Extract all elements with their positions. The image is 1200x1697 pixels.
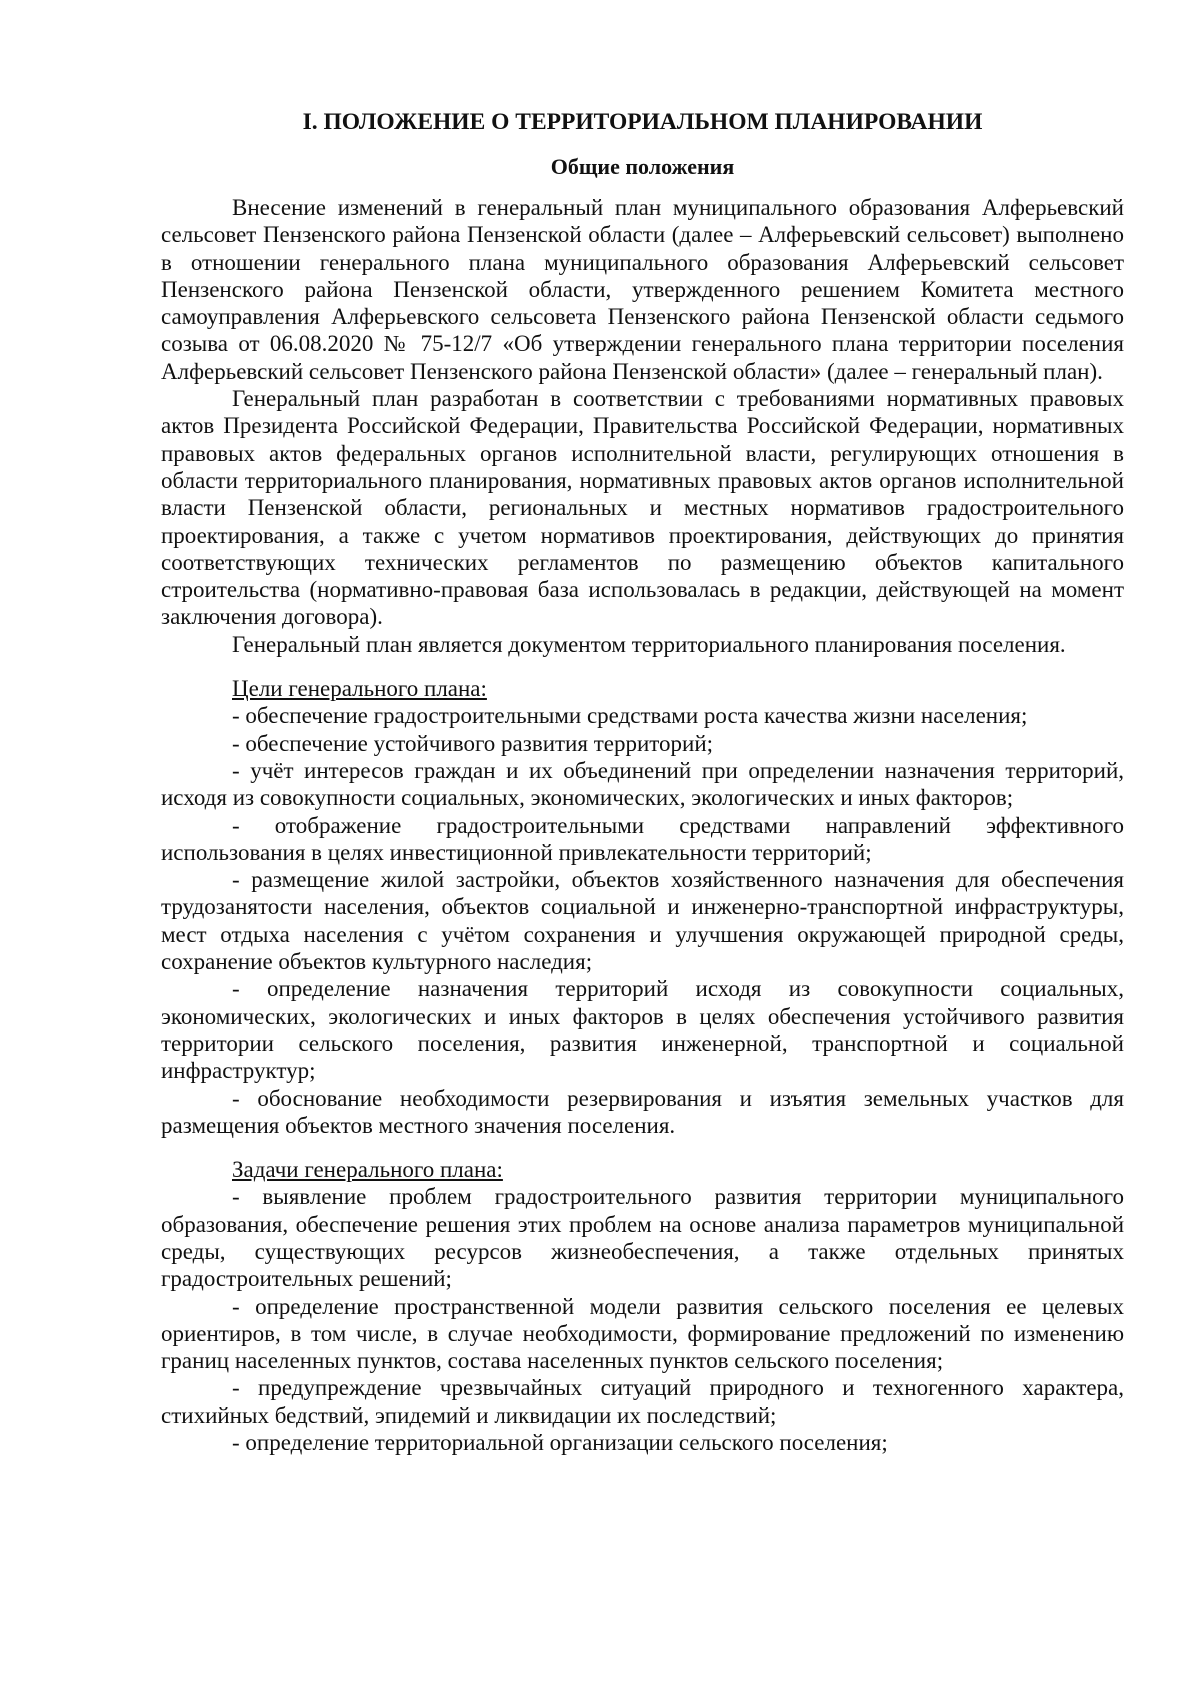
task-item: - предупреждение чрезвычайных ситуаций природного и техногенного характера, стихийных бедствий, эпидемий и ликвидации их последствий; [161, 1375, 1124, 1428]
tasks-heading: Задачи генерального плана: [232, 1157, 503, 1183]
goal-item: - обеспечение устойчивого развития территорий; [232, 730, 714, 756]
intro-paragraph: Внесение изменений в генеральный план муниципального образования Алферьевский сельсовет Пензенского района Пензенской области (далее – Алферьевский сельсовет) выполнено в отношении генерального плана муниципального образования Алферьевский сельсовет Пензенского района Пензенской области, утвержденного решением Комитета местного самоуправления Алферьевского сельсовета Пензенского района Пензенской области седьмого созыва от 06.08.2020 № 75-12/7 «Об утверждении генерального плана территории поселения Алферьевский сельсовет Пензенского района Пензенской области» (далее – генеральный план). [161, 195, 1124, 384]
document-body [161, 108, 1124, 1456]
spacer [161, 1139, 1124, 1156]
goal-item: - учёт интересов граждан и их объединений при определении назначения территорий, исходя из совокупности социальных, экономических, экологических и иных факторов; [161, 757, 1124, 811]
goals-heading: Цели генерального плана: [232, 676, 487, 702]
intro-paragraph: Генеральный план разработан в соответствии с требованиями нормативных правовых актов Президента Российской Федерации, Правительства Российской Федерации, нормативных правовых актов федеральных органов исполнительной власти, регулирующих отношения в области территориального планирования, нормативных правовых актов органов исполнительной власти Пензенской области, региональных и местных нормативов градостроительного проектирования, а также с учетом нормативов проектирования, действующих до принятия соответствующих технических регламентов по размещению объектов капитального строительства (нормативно-правовая база использовалась в редакции, действующей на момент заключения договора). [161, 386, 1124, 630]
intro-paragraph: Генеральный план является документом территориального планирования поселения. [232, 631, 1066, 657]
spacer [161, 658, 1124, 675]
task-item: - определение территориальной организации сельского поселения; [232, 1430, 888, 1456]
task-item: - определение пространственной модели развития сельского поселения ее целевых ориентиров, в том числе, в случае необходимости, формирование предложений по изменению границ населенных пунктов, состава населенных пунктов сельского поселения; [161, 1293, 1124, 1374]
goal-item: - размещение жилой застройки, объектов хозяйственного назначения для обеспечения трудозанятости населения, объектов социальной и инженерно-транспортной инфраструктуры, мест отдыха населения с учётом сохранения и улучшения окружающей природной среды, сохранение объектов культурного наследия; [161, 867, 1124, 975]
goal-item: - определение назначения территорий исходя из совокупности социальных, экономических, экологических и иных факторов в целях обеспечения устойчивого развития территории сельского поселения, развития инженерной, транспортной и социальной инфраструктур; [161, 976, 1124, 1084]
goal-item: - обоснование необходимости резервирования и изъятия земельных участков для размещения объектов местного значения поселения. [161, 1085, 1124, 1138]
task-item: - выявление проблем градостроительного развития территории муниципального образования, обеспечение решения этих проблем на основе анализа параметров муниципальной среды, существующих ресурсов жизнеобеспечения, а также отдельных принятых градостроительных решений; [161, 1184, 1124, 1292]
goal-item: - обеспечение градостроительными средствами роста качества жизни населения; [232, 703, 1028, 729]
goal-item: - отображение градостроительными средствами направлений эффективного использования в целях инвестиционной привлекательности территорий; [161, 812, 1124, 865]
section-title: Общие положения [550, 154, 735, 179]
document-title: I. ПОЛОЖЕНИЕ О ТЕРРИТОРИАЛЬНОМ ПЛАНИРОВАНИИ [302, 109, 983, 135]
